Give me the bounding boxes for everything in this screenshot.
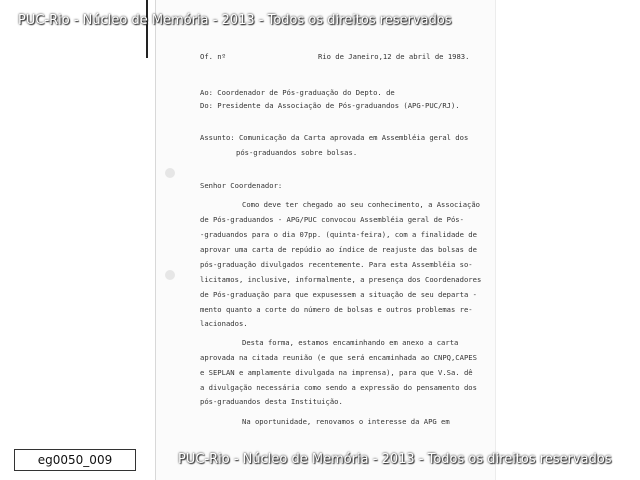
paragraph-line: de Pós-graduação para que expusessem a situação de seu departa - [200,290,477,299]
paragraph-line: de Pós-graduandos - APG/PUC convocou Assembléia geral de Pós- [200,215,464,224]
paragraph-line: aprovada na citada reunião (e que será encaminhada ao CNPQ,CAPES [200,353,477,362]
punch-hole [165,270,175,280]
letter-date: Rio de Janeiro,12 de abril de 1983. [318,52,470,61]
paragraph-line: lacionados. [200,319,248,328]
letter-ref: Of. nº [200,52,226,61]
letter-from: Do: Presidente da Associação de Pós-graduandos (APG-PUC/RJ). [200,101,460,110]
paragraph-line: pós-graduação divulgados recentemente. Para esta Assembléia so- [200,260,473,269]
paragraph-line: Desta forma, estamos encaminhando em anexo a carta [242,338,459,347]
paragraph-line: Na oportunidade, renovamos o interesse da APG em [242,417,450,426]
page-fold-line [146,0,148,58]
paragraph-line: -graduandos para o dia 07pp. (quinta-feira), com a finalidade de [200,230,477,239]
letter-to: Ao: Coordenador de Pós-graduação do Depto. de [200,88,395,97]
letter-subject: Assunto: Comunicação da Carta aprovada em Assembléia geral dos [200,133,469,142]
watermark-bottom: PUC-Rio - Núcleo de Memória - 2013 - Todos os direitos reservados [178,452,612,467]
punch-hole [165,168,175,178]
paragraph-line: licitamos, inclusive, informalmente, a presença dos Coordenadores [200,275,482,284]
paragraph-line: a divulgação necessária como sendo a expressão do pensamento dos [200,383,477,392]
paragraph-line: pós-graduandos desta Instituição. [200,397,343,406]
paragraph-line: mento quanto a corte do número de bolsas e outros problemas re- [200,305,473,314]
paragraph-line: aprovar uma carta de repúdio ao índice de reajuste das bolsas de [200,245,477,254]
paragraph-line: Como deve ter chegado ao seu conhecimento, a Associação [242,200,480,209]
document-page [155,0,496,480]
letter-salutation: Senhor Coordenador: [200,181,283,190]
watermark-top: PUC-Rio - Núcleo de Memória - 2013 - Todos os direitos reservados [18,13,452,28]
letter-subject-cont: pós-graduandos sobre bolsas. [236,148,358,157]
paragraph-line: e SEPLAN e amplamente divulgada na imprensa), para que V.Sa. dê [200,368,473,377]
document-id-label: eg0050_009 [14,449,136,471]
